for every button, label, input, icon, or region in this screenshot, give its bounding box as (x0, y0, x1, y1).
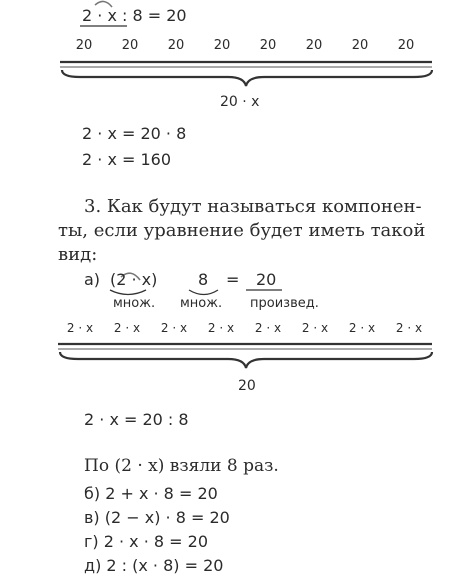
segment-label: 2 · x (254, 321, 282, 335)
segment-label: 20 (305, 38, 323, 53)
option-b: б) 2 + x · 8 = 20 (84, 484, 218, 503)
brace-label-1: 20 · x (220, 94, 260, 110)
segment-label: 20 (121, 38, 139, 53)
segment-label: 2 · x (301, 321, 329, 335)
segment-label: 20 (167, 38, 185, 53)
question-line-1: 3. Как будут называться компонен- (84, 196, 422, 217)
item-a-factor-2: 8 (198, 270, 209, 289)
brace-label-2: 20 (238, 378, 256, 394)
segment-label: 2 · x (348, 321, 376, 335)
option-v: в) (2 − x) · 8 = 20 (84, 508, 230, 527)
label-multiplier-2: множ. (180, 296, 223, 311)
step-3: 2 · x = 20 : 8 (84, 410, 189, 429)
step-1: 2 · x = 20 · 8 (82, 124, 187, 143)
item-a-product: 20 (256, 270, 277, 289)
item-a-factor-1: (2 · x) (110, 270, 158, 289)
label-product: произвед. (250, 296, 319, 311)
brace-1 (62, 70, 432, 86)
note-line: По (2 · x) взяли 8 раз. (84, 456, 279, 476)
step-2: 2 · x = 160 (82, 150, 172, 169)
option-d: д) 2 : (x · 8) = 20 (84, 556, 224, 575)
segment-label: 20 (75, 38, 93, 53)
brace-2 (60, 352, 432, 368)
segment-label: 20 (397, 38, 415, 53)
segment-label: 2 · x (113, 321, 141, 335)
label-multiplier-1: множ. (113, 296, 156, 311)
segment-label: 2 · x (66, 321, 94, 335)
question-line-2: ты, если уравнение будет иметь такой (58, 220, 426, 241)
item-a-marker: а) (84, 270, 101, 289)
segment-label: 20 (259, 38, 277, 53)
segment-label: 20 (351, 38, 369, 53)
segment-label: 2 · x (207, 321, 235, 335)
equation-1: 2 · x : 8 = 20 (82, 6, 187, 25)
segment-label: 20 (213, 38, 231, 53)
item-a-equals: = (226, 270, 240, 289)
segment-label: 2 · x (395, 321, 423, 335)
option-g: г) 2 · x · 8 = 20 (84, 532, 209, 551)
segment-label: 2 · x (160, 321, 188, 335)
question-line-3: вид: (58, 244, 98, 265)
